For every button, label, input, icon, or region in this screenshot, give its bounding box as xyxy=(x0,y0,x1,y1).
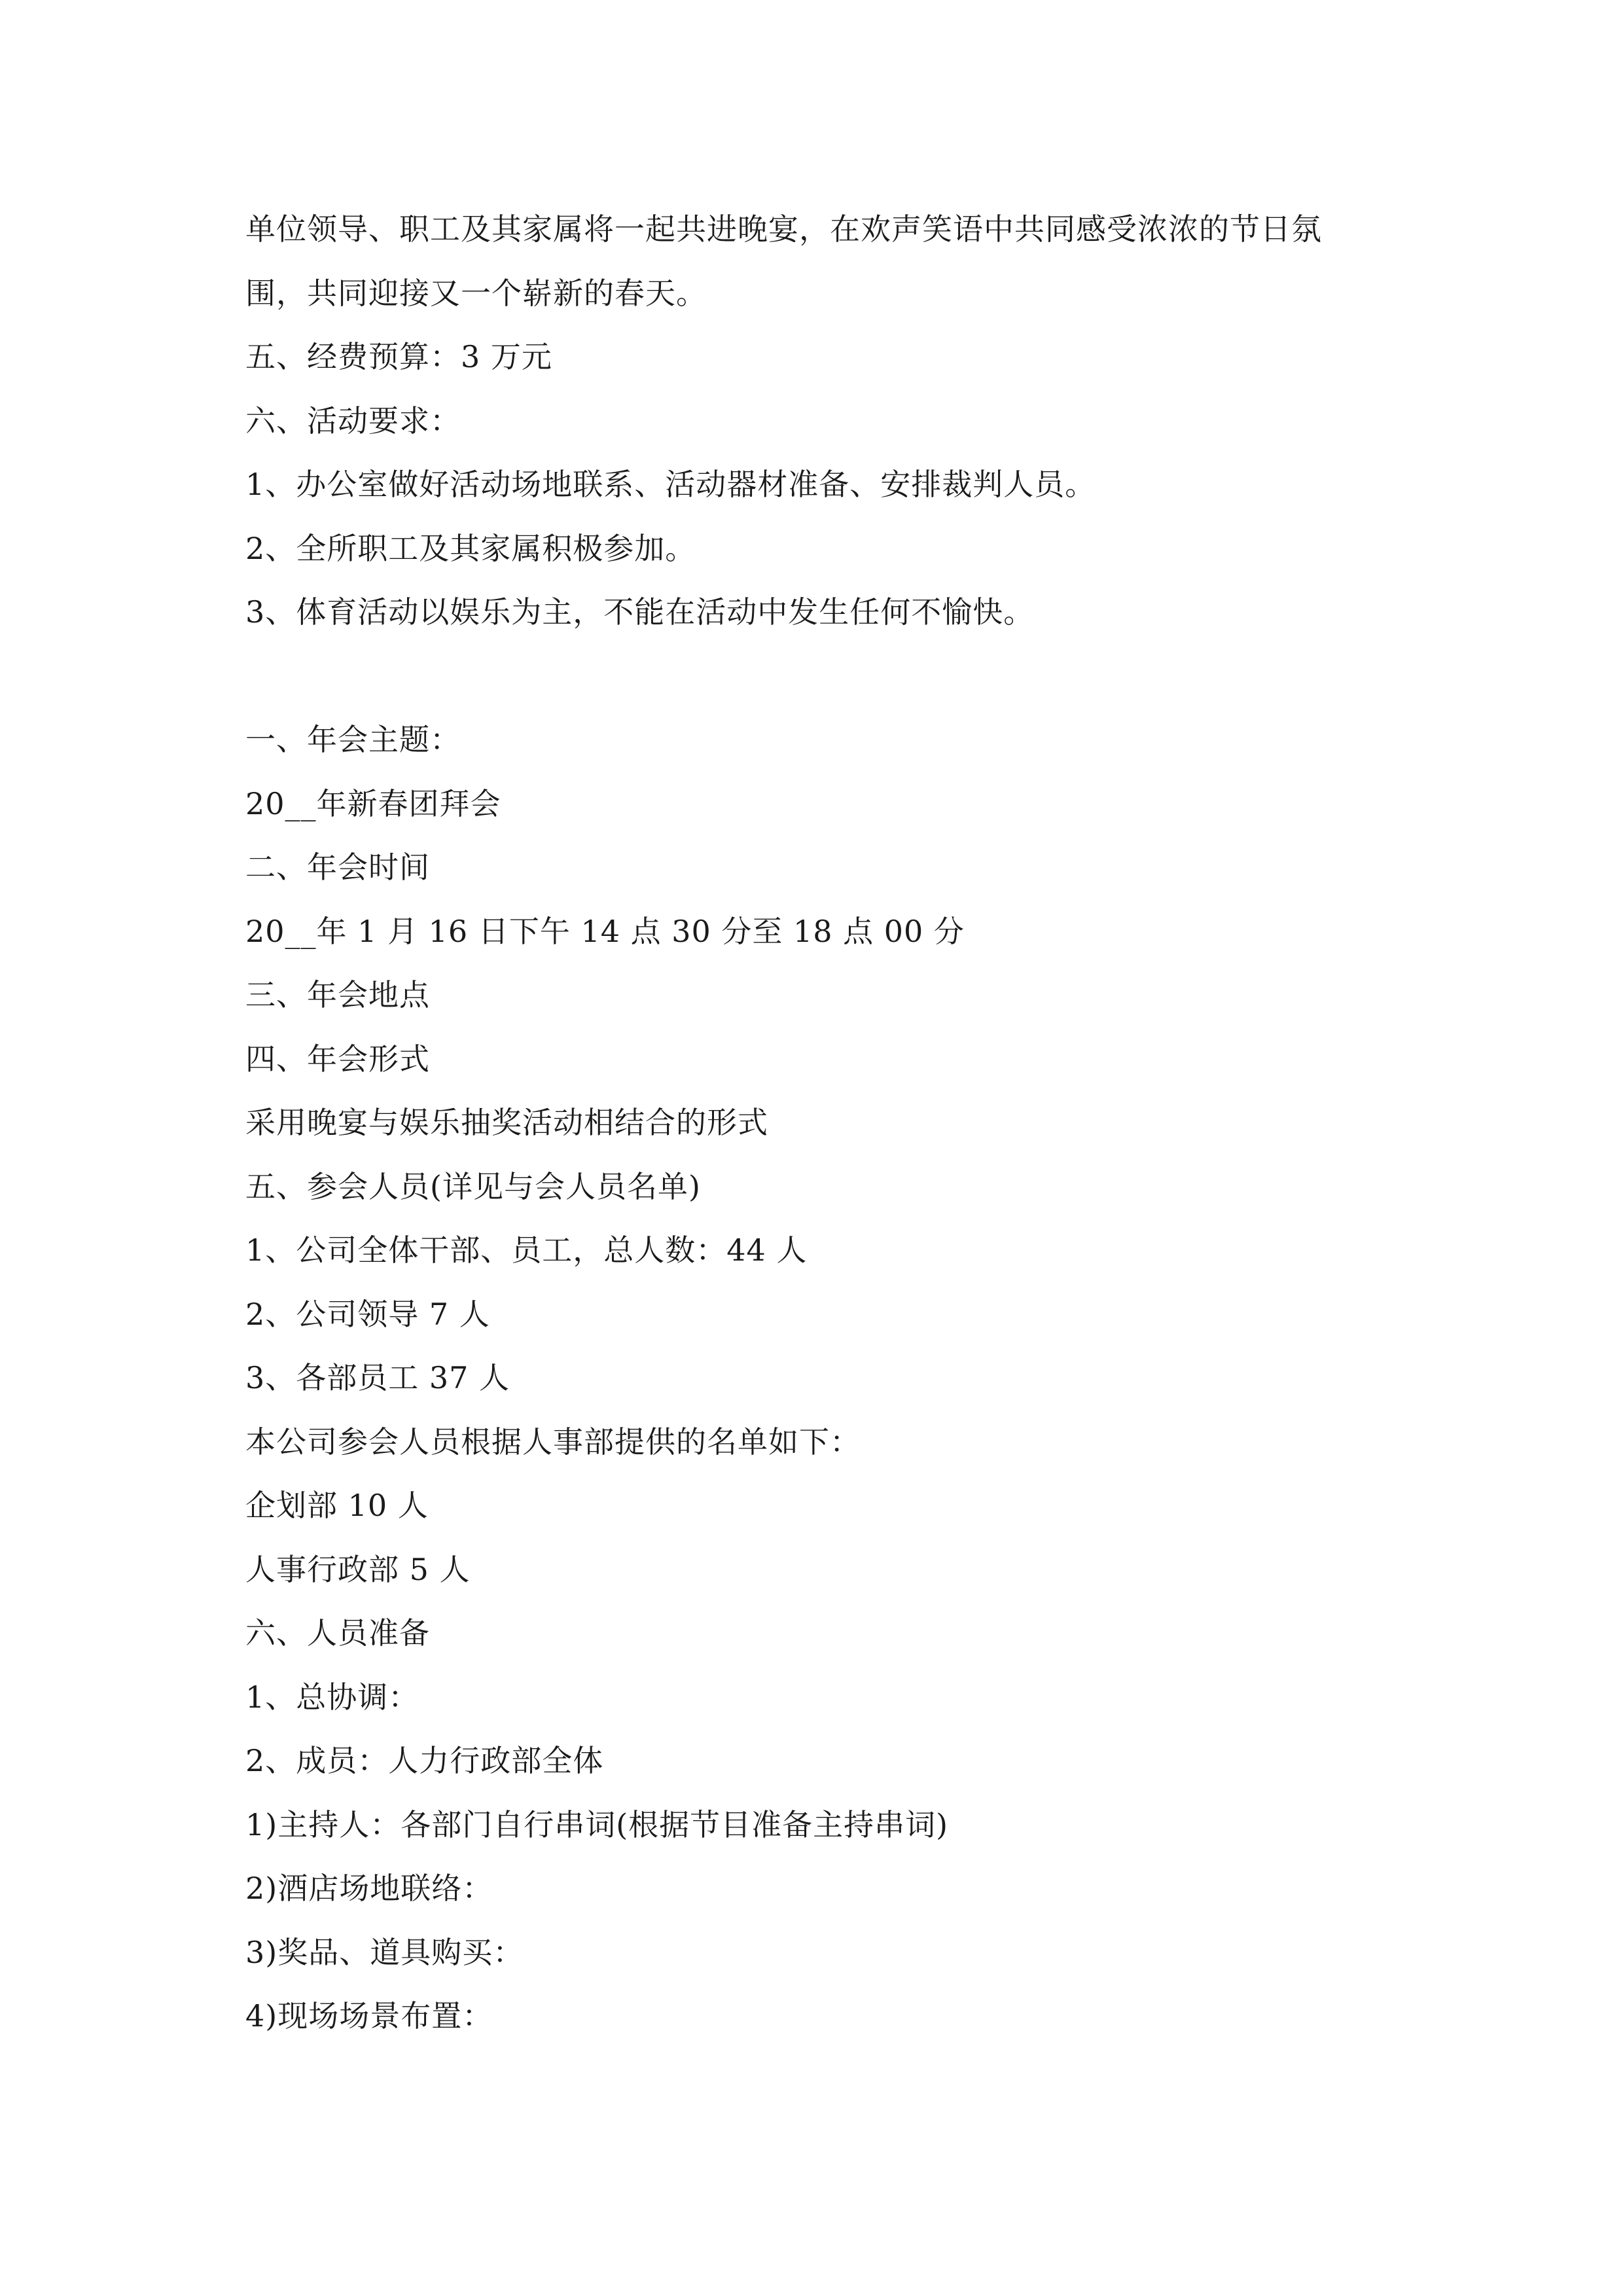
plan-heading-format: 四、年会形式 xyxy=(245,1041,430,1077)
plan-list-item: 2、成员：人力行政部全体 xyxy=(245,1743,604,1778)
plan-list-item: 3、各部员工 37 人 xyxy=(245,1360,510,1395)
paragraph-line: 围，共同迎接又一个崭新的春天。 xyxy=(245,275,707,311)
plan-line: 采用晚宴与娱乐抽奖活动相结合的形式 xyxy=(245,1105,768,1140)
plan-heading-time: 二、年会时间 xyxy=(245,850,430,885)
section-heading-requirements: 六、活动要求： xyxy=(245,403,461,439)
plan-heading-theme: 一、年会主题： xyxy=(245,722,461,757)
plan-line: 本公司参会人员根据人事部提供的名单如下： xyxy=(245,1424,861,1460)
plan-list-item: 2、公司领导 7 人 xyxy=(245,1296,490,1332)
requirement-item: 3、体育活动以娱乐为主，不能在活动中发生任何不愉快。 xyxy=(245,594,1035,630)
section-heading-budget: 五、经费预算：3 万元 xyxy=(245,339,552,374)
paragraph-line: 单位领导、职工及其家属将一起共进晚宴，在欢声笑语中共同感受浓浓的节日氛 xyxy=(245,211,1322,247)
plan-sub-item: 3)奖品、道具购买： xyxy=(245,1934,524,1970)
section-gap xyxy=(245,645,1423,709)
plan-list-item: 企划部 10 人 xyxy=(245,1488,429,1523)
plan-heading-staffing: 六、人员准备 xyxy=(245,1615,430,1651)
plan-heading-attendees: 五、参会人员(详见与会人员名单) xyxy=(245,1168,701,1204)
plan-list-item: 人事行政部 5 人 xyxy=(245,1551,471,1587)
plan-line: 20__年 1 月 16 日下午 14 点 30 分至 18 点 00 分 xyxy=(245,913,965,949)
plan-sub-item: 4)现场场景布置： xyxy=(245,1998,493,2034)
requirement-item: 2、全所职工及其家属积极参加。 xyxy=(245,530,696,566)
document-body xyxy=(245,198,1423,2049)
plan-list-item: 1、总协调： xyxy=(245,1679,419,1715)
plan-heading-location: 三、年会地点 xyxy=(245,977,430,1013)
requirement-item: 1、办公室做好活动场地联系、活动器材准备、安排裁判人员。 xyxy=(245,467,1096,502)
plan-sub-item: 2)酒店场地联络： xyxy=(245,1871,493,1906)
plan-sub-item: 1)主持人：各部门自行串词(根据节目准备主持串词) xyxy=(245,1806,949,1842)
plan-line: 20__年新春团拜会 xyxy=(245,785,501,821)
plan-list-item: 1、公司全体干部、员工，总人数：44 人 xyxy=(245,1232,808,1268)
